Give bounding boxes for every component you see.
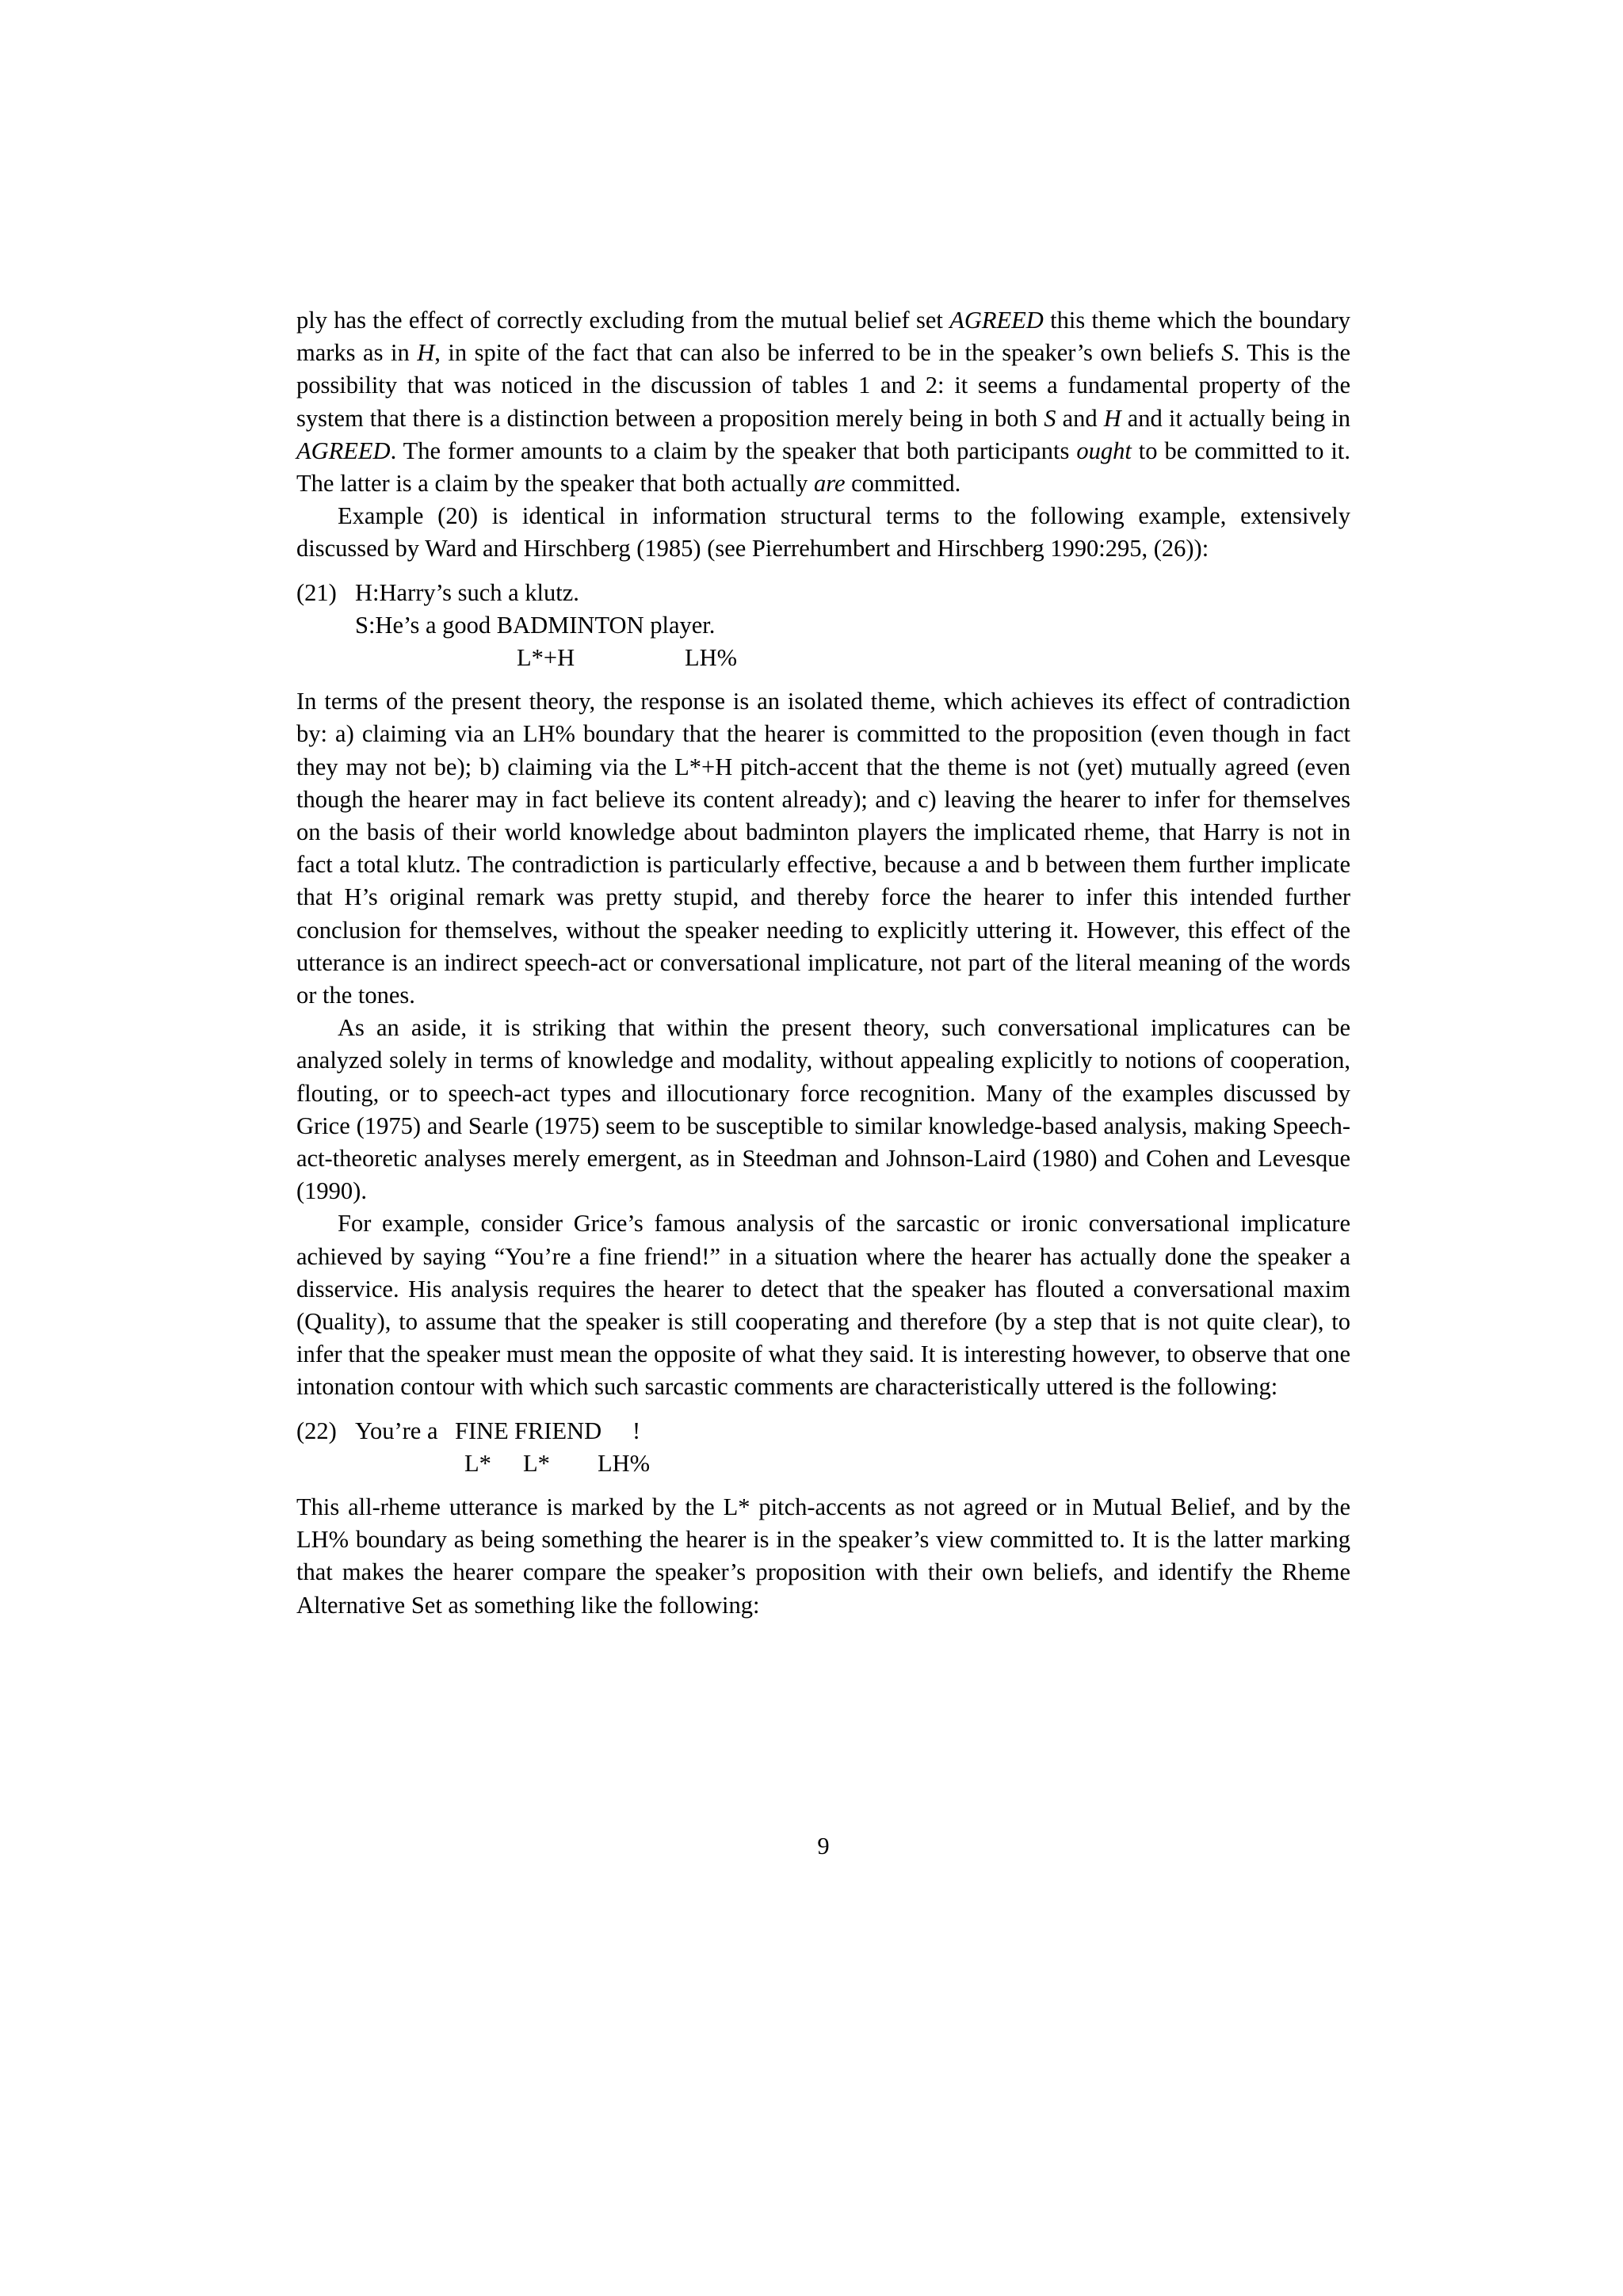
emphasis: are <box>813 470 846 498</box>
spacer <box>296 1404 1350 1415</box>
text-run: to be committed to it. The latter is a claim by the speaker that both actually <box>296 437 1350 498</box>
text-run: committed. <box>845 470 961 498</box>
text-run: S:He’s a good <box>355 611 497 639</box>
emphasis: H <box>417 339 435 367</box>
text-run: and <box>1056 404 1104 432</box>
small-caps-word: FRIEND <box>514 1417 602 1444</box>
example-21-tones <box>296 642 1350 674</box>
emphasis: AGREED <box>296 437 391 464</box>
small-caps-word: FINE <box>455 1417 509 1444</box>
boundary-tone: LH% <box>685 644 738 671</box>
paragraph-1 <box>296 304 1350 500</box>
paragraph-2: Example (20) is identical in information structural terms to the following example, extensively discussed by Ward and Hirschberg (1985) (see Pierrehumbert and Hirschberg 1990:295, (26)): <box>296 502 1350 563</box>
page-number: 9 <box>817 1833 830 1859</box>
emphasis: S <box>1044 404 1056 432</box>
example-line <box>355 609 715 642</box>
pitch-accent: L*+H <box>517 644 575 671</box>
text-run: . This is the possibility that was noticed in the discussion of tables 1 and 2: it seems a fundamental property of the system that there is a distinction between a proposition merely being in both <box>296 339 1350 432</box>
spacer <box>296 674 1350 685</box>
text-run: this theme which the boundary marks as in <box>296 307 1350 367</box>
text-run: ply has the effect of correctly excluding from the mutual belief set <box>296 307 950 334</box>
example-21-line-2 <box>296 609 1350 642</box>
text-run: and it actually being in <box>1121 404 1350 432</box>
emphasis: H <box>1103 404 1121 432</box>
emphasis: AGREED <box>949 307 1044 334</box>
paragraph-6: This all-rheme utterance is marked by the L* pitch-accents as not agreed or in Mutual Belief, and by the LH% boundary as being something the hearer is in the speaker’s view committed to. It is the latter marking that makes the hearer compare the speaker’s proposition with their own beliefs, and identify the Rheme Alternative Set as something like the following: <box>296 1493 1350 1619</box>
text-run: . The former amounts to a claim by the speaker that both participants <box>390 437 1077 464</box>
text-run: player. <box>643 611 716 639</box>
text-run: , in spite of the fact that can also be inferred to be in the speaker’s own beliefs <box>434 339 1222 367</box>
example-line-prefix: You’re a <box>355 1417 438 1444</box>
example-number: (22) <box>296 1417 337 1444</box>
body-text <box>296 304 1350 1622</box>
spacer <box>296 1480 1350 1491</box>
boundary-tone: LH% <box>598 1449 651 1477</box>
exclamation: ! <box>632 1417 641 1444</box>
emphasis: S <box>1221 339 1234 367</box>
paragraph-5: For example, consider Grice’s famous analysis of the sarcastic or ironic conversational implicature achieved by saying “You’re a fine friend!” in a situation where the hearer has actually done the speaker a disservice. His analysis requires the hearer to detect that the speaker has flouted a conversational maxim (Quality), to assume that the speaker is still cooperating and therefore (by a step that is not quite clear), to infer that the speaker must mean the opposite of what they said. It is interesting however, to observe that one intonation contour with which such sarcastic comments are characteristically uttered is the following: <box>296 1210 1350 1401</box>
example-22-tones <box>296 1447 1350 1480</box>
paragraph-4: As an aside, it is striking that within the present theory, such conversational implicatures can be analyzed solely in terms of knowledge and modality, without appealing explicitly to notions of cooperation, flouting, or to speech-act types and illocutionary force recognition. Many of the examples discussed by Grice (1975) and Searle (1975) seem to be susceptible to similar knowledge-based analysis, making Speech-act-theoretic analyses merely emergent, as in Steedman and Johnson-Laird (1980) and Cohen and Levesque (1990). <box>296 1014 1350 1205</box>
spacer <box>296 566 1350 577</box>
pitch-accent: L* <box>523 1449 550 1477</box>
example-number: (21) <box>296 578 337 606</box>
small-caps-word: BADMINTON <box>496 611 644 639</box>
example-21-line-1 <box>296 577 1350 609</box>
example-22-line-1 <box>296 1415 1350 1447</box>
example-line: H:Harry’s such a klutz. <box>355 578 579 606</box>
pitch-accent: L* <box>464 1449 491 1477</box>
paragraph-3: In terms of the present theory, the response is an isolated theme, which achieves its effect of contradiction by: a) claiming via an LH% boundary that the hearer is committed to the proposition (even though in fact they may not be); b) claiming via the L*+H pitch-accent that the theme is not (yet) mutually agreed (even though the hearer may in fact believe its content already); and c) leaving the hearer to infer for themselves on the basis of their world knowledge about badminton players the implicated rheme, that Harry is not in fact a total klutz. The contradiction is particularly effective, because a and b between them further implicate that H’s original remark was pretty stupid, and thereby force the hearer to infer this intended further conclusion for themselves, without the speaker needing to explicitly uttering it. However, this effect of the utterance is an indirect speech-act or conversational implicature, not part of the literal meaning of the words or the tones. <box>296 688 1350 1009</box>
emphasis: ought <box>1076 437 1132 464</box>
